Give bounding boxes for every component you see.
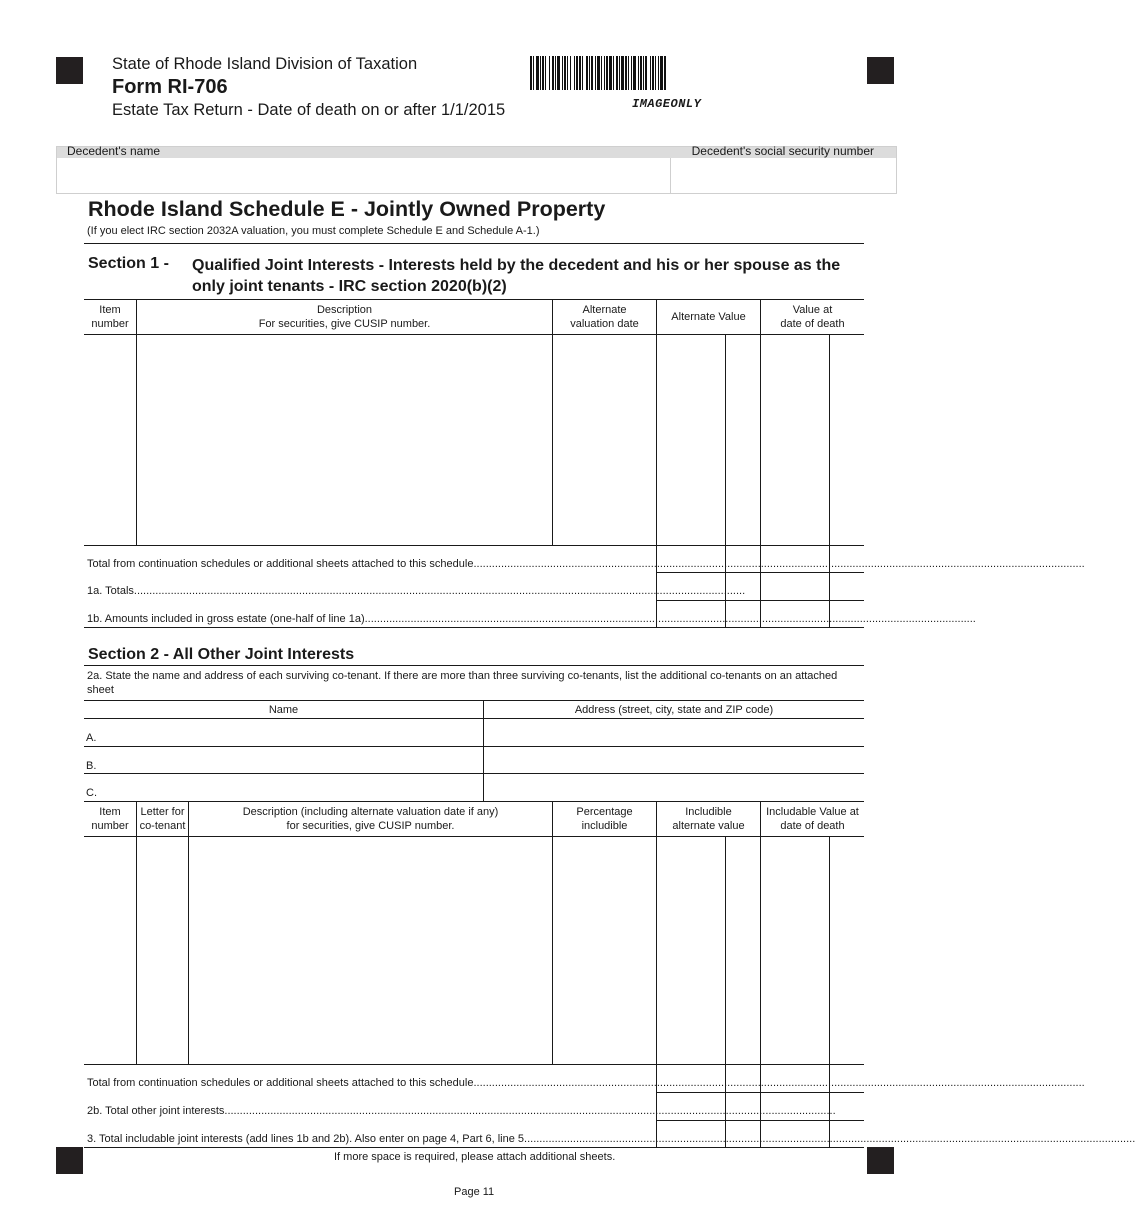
cotenant-a-name-field[interactable] — [100, 719, 482, 745]
cotenant-c-address-field[interactable] — [485, 774, 863, 800]
cotenant-b-address-field[interactable] — [485, 747, 863, 772]
col2-item-number: Item number — [91, 806, 129, 832]
section2-note: 2a. State the name and address of each surviving co-tenant. If there are more than three surviving co-tenants, list the additional co-tenants on an attached sheet — [87, 670, 838, 696]
cotenant-c-label: C. — [86, 787, 97, 799]
col-alternate-date: Alternate valuation date — [570, 304, 639, 330]
cotenant-b-label: B. — [86, 760, 97, 772]
decedent-ssn-field[interactable] — [677, 162, 887, 188]
page-number: Page 11 — [454, 1186, 495, 1198]
form-subtitle: Estate Tax Return - Date of death on or after 1/1/2015 — [112, 101, 506, 119]
cotenant-address-header: Address (street, city, state and ZIP code) — [574, 704, 774, 716]
cotenant-a-address-field[interactable] — [485, 719, 863, 745]
col2-percentage: Percentage includible — [576, 806, 633, 832]
schedule-title: Rhode Island Schedule E - Jointly Owned Property — [88, 197, 606, 221]
schedule-note: (If you elect IRC section 2032A valuation, you must complete Schedule E and Schedule A-1.) — [87, 225, 540, 237]
section1-gross-row: 1b. Amounts included in gross estate (one-half of line 1a)........................................................................................................................................................................................................ — [87, 613, 976, 625]
section2-continuation-row: Total from continuation schedules or additional sheets attached to this schedule........................................................................................................................................................................................................ — [87, 1077, 1085, 1089]
cotenant-name-header: Name — [268, 704, 299, 716]
decedent-ssn-label: Decedent's social security number — [691, 144, 874, 158]
decedent-info-box — [56, 146, 897, 194]
registration-mark — [867, 1147, 894, 1174]
registration-mark — [867, 57, 894, 84]
decedent-name-label: Decedent's name — [67, 144, 161, 158]
col2-letter: Letter for co-tenant — [139, 806, 186, 832]
section2-heading: Section 2 - All Other Joint Interests — [88, 646, 355, 663]
col-item-number: Item number — [91, 304, 129, 330]
section1-number: Section 1 - — [88, 255, 169, 272]
agency-name: State of Rhode Island Division of Taxation — [112, 55, 418, 73]
col2-value-dod: Includable Value at date of death — [766, 806, 859, 832]
col-description: Description For securities, give CUSIP number. — [258, 304, 431, 330]
footer-note: If more space is required, please attach additional sheets. — [334, 1151, 616, 1163]
section2-total-row: 3. Total includable joint interests (add lines 1b and 2b). Also enter on page 4, Part 6, line 5........................................................................................................................................................................................................ — [87, 1133, 1135, 1145]
section2-entry-area[interactable] — [189, 837, 552, 1063]
section1-heading: Qualified Joint Interests - Interests held by the decedent and his or her spouse as the only joint tenants - IRC section 2020(b)(2) — [192, 257, 841, 295]
col2-alternate-value: Includible alternate value — [672, 806, 745, 832]
col2-description: Description (including alternate valuation date if any) for securities, give CUSIP number. — [242, 806, 499, 832]
col-value-dod: Value at date of death — [780, 304, 845, 330]
section1-entry-area[interactable] — [137, 335, 552, 544]
imageonly-label: IMAGEONLY — [632, 97, 702, 111]
decedent-name-field[interactable] — [65, 162, 660, 188]
section2-other-row: 2b. Total other joint interests........................................................................................................................................................................................................ — [87, 1105, 836, 1117]
cotenant-a-label: A. — [86, 732, 97, 744]
form-number: Form RI-706 — [112, 76, 228, 98]
registration-mark — [56, 1147, 83, 1174]
section1-totals-row: 1a. Totals........................................................................................................................................................................................................ — [87, 585, 746, 597]
cotenant-b-name-field[interactable] — [100, 747, 482, 772]
col-alternate-value: Alternate Value — [671, 311, 746, 323]
section1-continuation-row: Total from continuation schedules or additional sheets attached to this schedule........................................................................................................................................................................................................ — [87, 558, 1085, 570]
barcode-icon — [530, 56, 818, 90]
registration-mark — [56, 57, 83, 84]
cotenant-c-name-field[interactable] — [100, 774, 482, 800]
